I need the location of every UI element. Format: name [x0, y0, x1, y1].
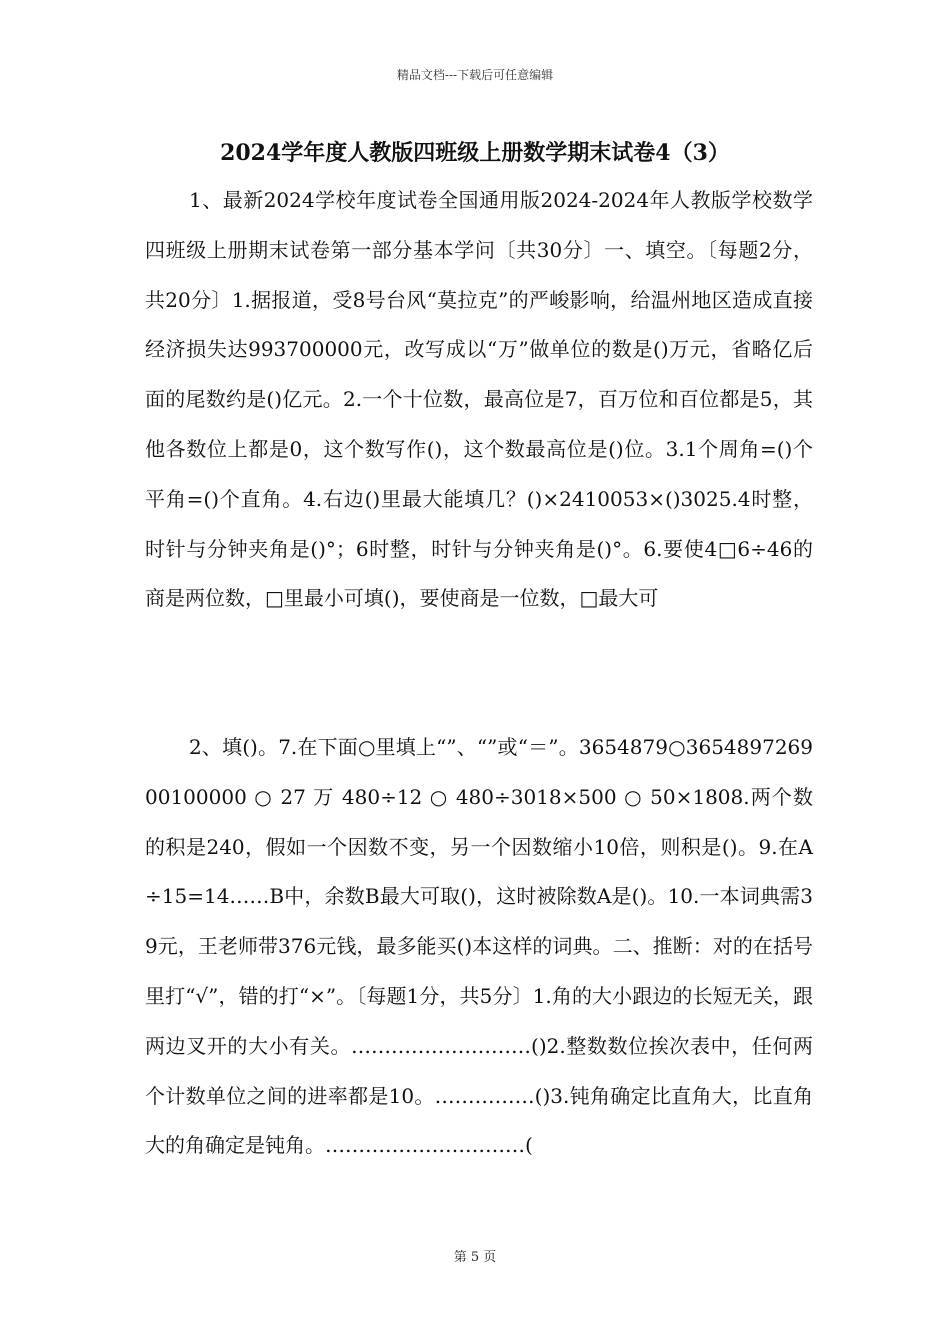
page-header-note: 精品文档---下载后可任意编辑 — [396, 68, 554, 82]
document-title: 2024学年度人教版四班级上册数学期末试卷4（3） — [220, 140, 730, 166]
body-paragraph-1: 1、最新2024学校年度试卷全国通用版2024-2024年人教版学校数学四班级上册期末试卷第一部分基本学问〔共30分〕一、填空。〔每题2分，共20分〕1.据报道，受8号台风“莫拉克”的严峻影响，给温州地区造成直接经济损失达993700000元，改写成以“万”做单位的数是()万元，省略亿后面的尾数约是()亿元。2.一个十位数，最高位是7，百万位和百位都是5，其他各数位上都是0，这个数写作()，这个数最高位是()位。3.1个周角=()个平角=()个直角。4.右边()里最大能填几？()×2410053×()3025.4时整，时针与分钟夹角是()°；6时整，时针与分钟夹角是()°。6.要使4□6÷46的商是两位数，□里最小可填()，要使商是一位数，□最大可 — [145, 188, 813, 611]
body-paragraph-2: 2、填()。7.在下面○里填上“”、“”或“＝”。3654879○365489726900100000 ○ 27 万 480÷12 ○ 480÷3018×500 ○ 50×1808.两个数的积是240，假如一个因数不变，另一个因数缩小10倍，则积是()。9.在A÷15=14……B中，余数B最大可取()，这时被除数A是()。10.一本词典需39元，王老师带376元钱，最多能买()本这样的词典。二、推断：对的在括号里打“√”，错的打“×”。〔每题1分，共5分〕1.角的大小跟边的长短无关，跟两边叉开的大小有关。………………………()2.整数数位挨次表中，任何两个计数单位之间的进率都是10。……………()3.钝角确定比直角大，比直角大的角确定是钝角。…………………………( — [145, 735, 813, 1158]
page-number: 第 5 页 — [453, 1250, 497, 1265]
